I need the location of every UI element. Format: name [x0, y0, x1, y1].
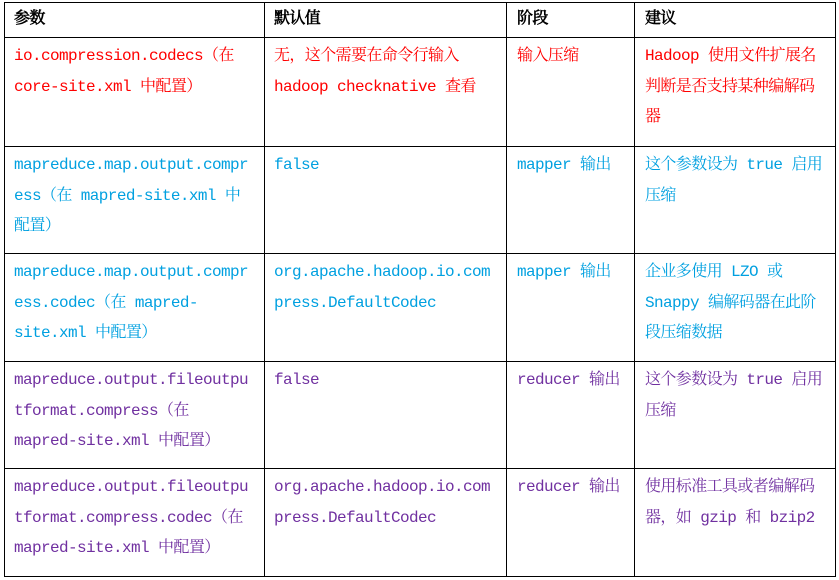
- stage-cell: reducer 输出: [507, 362, 635, 469]
- param-name-cell: mapreduce.map.output.compress.codec（在 mapred-site.xml 中配置）: [5, 254, 265, 362]
- default-value-cell: false: [265, 147, 507, 254]
- header-advice: 建议: [635, 3, 836, 38]
- header-stage: 阶段: [507, 3, 635, 38]
- advice-cell: 使用标准工具或者编解码器，如 gzip 和 bzip2: [635, 469, 836, 577]
- table-row: [5, 362, 836, 469]
- stage-cell: reducer 输出: [507, 469, 635, 577]
- table-row: [5, 254, 836, 362]
- stage-cell: mapper 输出: [507, 254, 635, 362]
- default-value-cell: 无，这个需要在命令行输入 hadoop checknative 查看: [265, 38, 507, 147]
- stage-cell: 输入压缩: [507, 38, 635, 147]
- header-row: [5, 3, 836, 38]
- header-param: 参数: [5, 3, 265, 38]
- advice-cell: 这个参数设为 true 启用压缩: [635, 147, 836, 254]
- header-default-value: 默认值: [265, 3, 507, 38]
- advice-cell: Hadoop 使用文件扩展名判断是否支持某种编解码器: [635, 38, 836, 147]
- default-value-cell: false: [265, 362, 507, 469]
- stage-cell: mapper 输出: [507, 147, 635, 254]
- advice-cell: 企业多使用 LZO 或 Snappy 编解码器在此阶段压缩数据: [635, 254, 836, 362]
- table-row: [5, 38, 836, 147]
- compression-parameters-table: [4, 2, 836, 577]
- table-row: [5, 469, 836, 577]
- advice-cell: 这个参数设为 true 启用压缩: [635, 362, 836, 469]
- param-name-cell: mapreduce.output.fileoutputformat.compress（在 mapred-site.xml 中配置）: [5, 362, 265, 469]
- param-name-cell: mapreduce.output.fileoutputformat.compress.codec（在 mapred-site.xml 中配置）: [5, 469, 265, 577]
- param-name-cell: mapreduce.map.output.compress（在 mapred-site.xml 中配置）: [5, 147, 265, 254]
- default-value-cell: org.apache.hadoop.io.compress.DefaultCodec: [265, 254, 507, 362]
- default-value-cell: org.apache.hadoop.io.compress.DefaultCodec: [265, 469, 507, 577]
- table-row: [5, 147, 836, 254]
- param-name-cell: io.compression.codecs（在 core-site.xml 中配置）: [5, 38, 265, 147]
